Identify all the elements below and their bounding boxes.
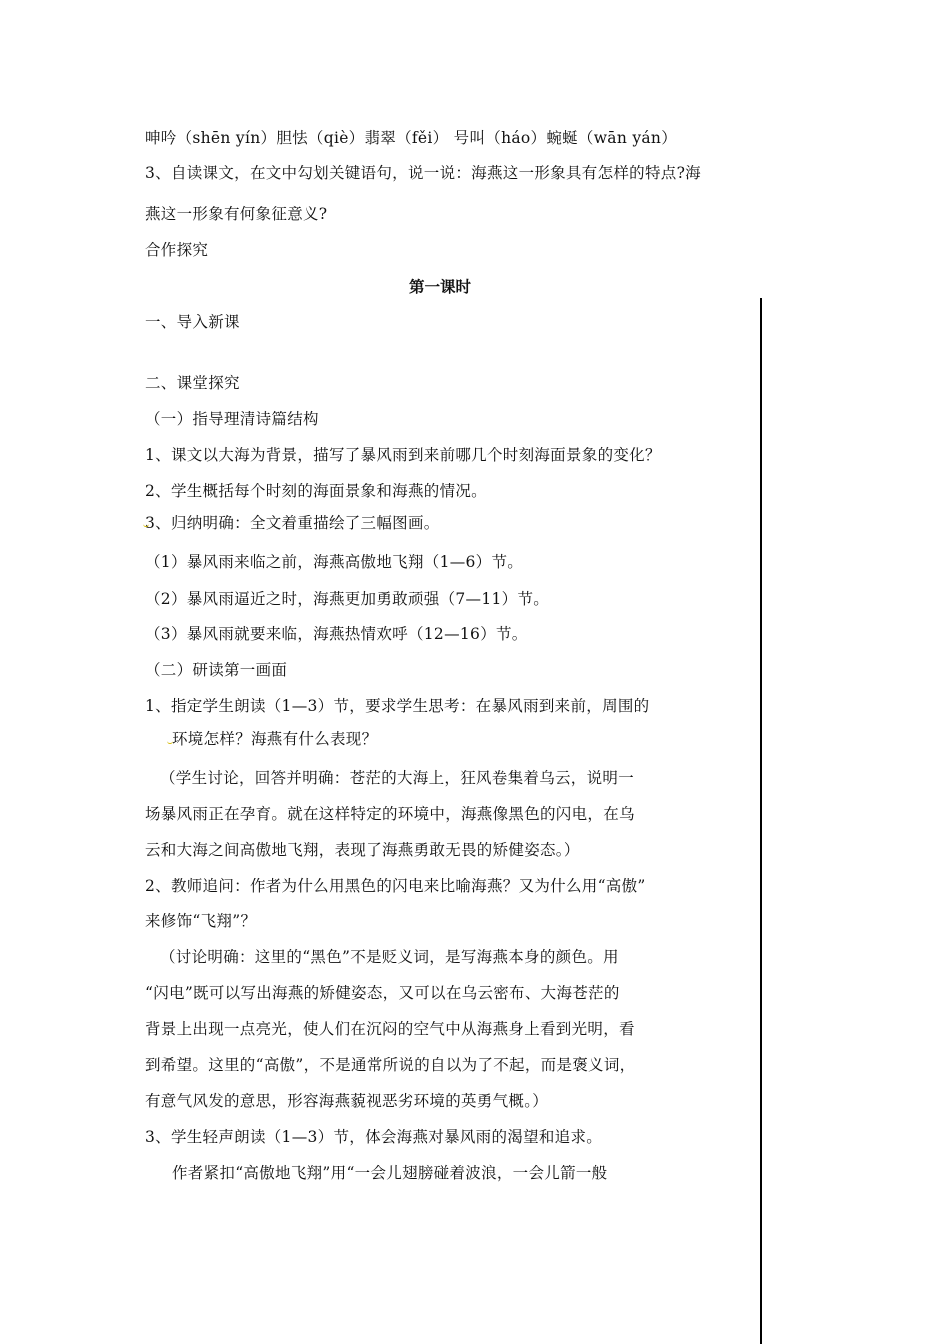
text-line-s2b: （二）研读第一画面 [145,661,288,679]
text-line-i3: （3）暴风雨就要来临，海燕热情欢呼（12—16）节。 [145,625,528,643]
text-line-hezuo: 合作探究 [145,241,209,259]
lesson-heading: 第一课时 [408,277,471,296]
text-line-q3b: 燕这一形象有何象征意义? [145,205,328,223]
text-line-s1: 一、导入新课 [145,313,240,331]
text-line-a2c: 背景上出现一点亮光，使人们在沉闷的空气中从海燕身上看到光明，看 [145,1020,635,1038]
text-line-i2: （2）暴风雨逼近之时，海燕更加勇敢顽强（7—11）节。 [145,590,550,608]
text-line-a2d: 到希望。这里的“高傲”，不是通常所说的自以为了不起，而是褒义词， [145,1056,636,1074]
text-line-q3a: 3、自读课文，在文中勾划关键语句，说一说：海燕这一形象具有怎样的特点?海 [145,164,701,182]
text-line-r1b: 环境怎样？海燕有什么表现？ [172,730,378,748]
text-line-a1a: （学生讨论，回答并明确：苍茫的大海上，狂风卷集着乌云，说明一 [160,769,635,787]
text-line-a2e: 有意气风发的意思，形容海燕藐视恶劣环境的英勇气概。） [145,1092,549,1110]
text-line-r2a: 2、教师追问：作者为什么用黑色的闪电来比喻海燕？又为什么用“高傲” [145,877,646,895]
text-line-i1: （1）暴风雨来临之前，海燕高傲地飞翔（1—6）节。 [145,553,524,571]
text-line-p3: 3、归纳明确：全文着重描绘了三幅图画。 [145,514,440,532]
text-line-p2: 2、学生概括每个时刻的海面景象和海燕的情况。 [145,482,487,500]
text-line-a2a: （讨论明确：这里的“黑色”不是贬义词，是写海燕本身的颜色。用 [160,948,619,966]
text-line-a1b: 场暴风雨正在孕育。就在这样特定的环境中，海燕像黑色的闪电，在乌 [145,805,635,823]
text-line-s2a: （一）指导理清诗篇结构 [145,410,319,428]
text-line-r3: 3、学生轻声朗读（1—3）节，体会海燕对暴风雨的渴望和追求。 [145,1128,603,1146]
text-line-a2b: “闪电”既可以写出海燕的矫健姿态，又可以在乌云密布、大海苍茫的 [145,984,620,1002]
text-line-r1a: 1、指定学生朗读（1—3）节，要求学生思考：在暴风雨到来前，周围的 [145,697,650,715]
text-line-r3b: 作者紧扣“高傲地飞翔”用“一会儿翅膀碰着波浪，一会儿箭一般 [172,1164,608,1182]
text-line-a1c: 云和大海之间高傲地飞翔，表现了海燕勇敢无畏的矫健姿态。） [145,841,580,859]
text-line-s2: 二、课堂探究 [145,374,240,392]
text-line-r2b: 来修饰“飞翔”？ [145,912,257,930]
text-line-p1: 1、课文以大海为背景，描写了暴风雨到来前哪几个时刻海面景象的变化？ [145,446,661,464]
text-line-pinyin: 呻吟（shēn yín）胆怯（qiè）翡翠（fěi） 号叫（háo）蜿蜒（wān yán） [145,129,678,147]
vertical-divider [760,298,762,1344]
